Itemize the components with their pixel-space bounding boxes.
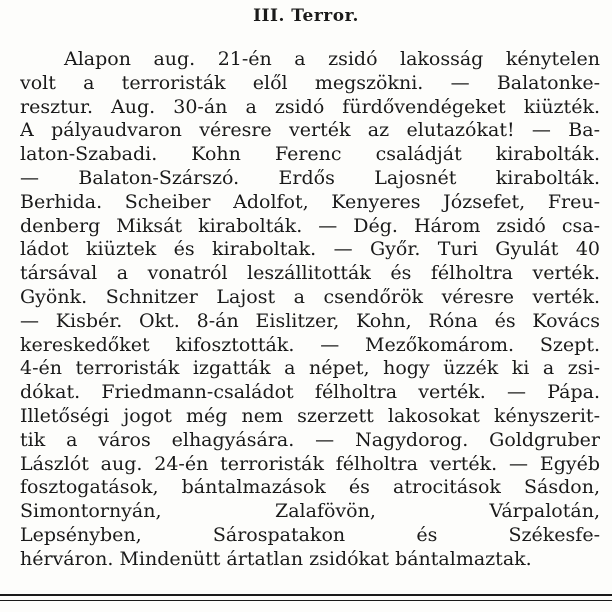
text-line: A pályaudvaron véresre verték az elutazókat! — Ba- bbox=[20, 119, 600, 142]
text-line: Alapon aug. 21-én a zsidó lakosság kénytelen bbox=[64, 48, 600, 70]
bottom-rule-thin bbox=[0, 600, 612, 601]
text-line: — Balaton-Szárszó. Erdős Lajosnét kirabolták. bbox=[20, 166, 600, 189]
text-line: Lepsényben, Sárospatakon és Székesfe- bbox=[20, 523, 600, 546]
text-line: fosztogatások, bántalmazások és atrocitások Sásdon, bbox=[20, 476, 600, 499]
text-line: társával a vonatról leszállitották és félholtra verték. bbox=[20, 262, 600, 285]
article-body bbox=[20, 48, 600, 572]
text-line: — Kisbér. Okt. 8-án Eislitzer, Kohn, Róna és Kovács bbox=[20, 309, 600, 332]
text-line: dókat. Friedmann-családot félholtra verték. — Pápa. bbox=[20, 381, 600, 404]
text-line: Berhida. Scheiber Adolfot, Kenyeres Józsefet, Freu- bbox=[20, 190, 600, 213]
text-line: Illetőségi jogot még nem szerzett lakosokat kényszerit- bbox=[20, 404, 600, 427]
section-title: III. Terror. bbox=[253, 6, 359, 26]
text-line: resztur. Aug. 30-án a zsidó fürdővendégeket kiüzték. bbox=[20, 95, 600, 118]
text-line: 4-én terroristák izgatták a népet, hogy üzzék ki a zsi- bbox=[20, 357, 600, 380]
text-line: Gyönk. Schnitzer Lajost a csendőrök véresre verték. bbox=[20, 285, 600, 308]
text-line: Lászlót aug. 24-én terroristák félholtra verték. — Egyéb bbox=[20, 452, 600, 475]
text-line: volt a terroristák elől megszökni. — Balatonke- bbox=[20, 71, 600, 94]
text-line: tik a város elhagyására. — Nagydorog. Goldgruber bbox=[20, 428, 600, 451]
text-line: denberg Miksát kirabolták. — Dég. Három zsidó csa- bbox=[20, 214, 600, 237]
text-line: hérváron. Mindenütt ártatlan zsidókat bántalmaztak. bbox=[20, 547, 532, 570]
text-line: ládot kiüztek és kiraboltak. — Győr. Turi Gyulát 40 bbox=[20, 238, 600, 261]
text-line: laton-Szabadi. Kohn Ferenc családját kirabolták. bbox=[20, 143, 600, 166]
text-line: kereskedőket kifosztották. — Mezőkomárom. Szept. bbox=[20, 333, 600, 356]
bottom-rule-thick bbox=[0, 594, 612, 596]
text-line: Simontornyán, Zalafövön, Várpalotán, bbox=[20, 500, 600, 523]
